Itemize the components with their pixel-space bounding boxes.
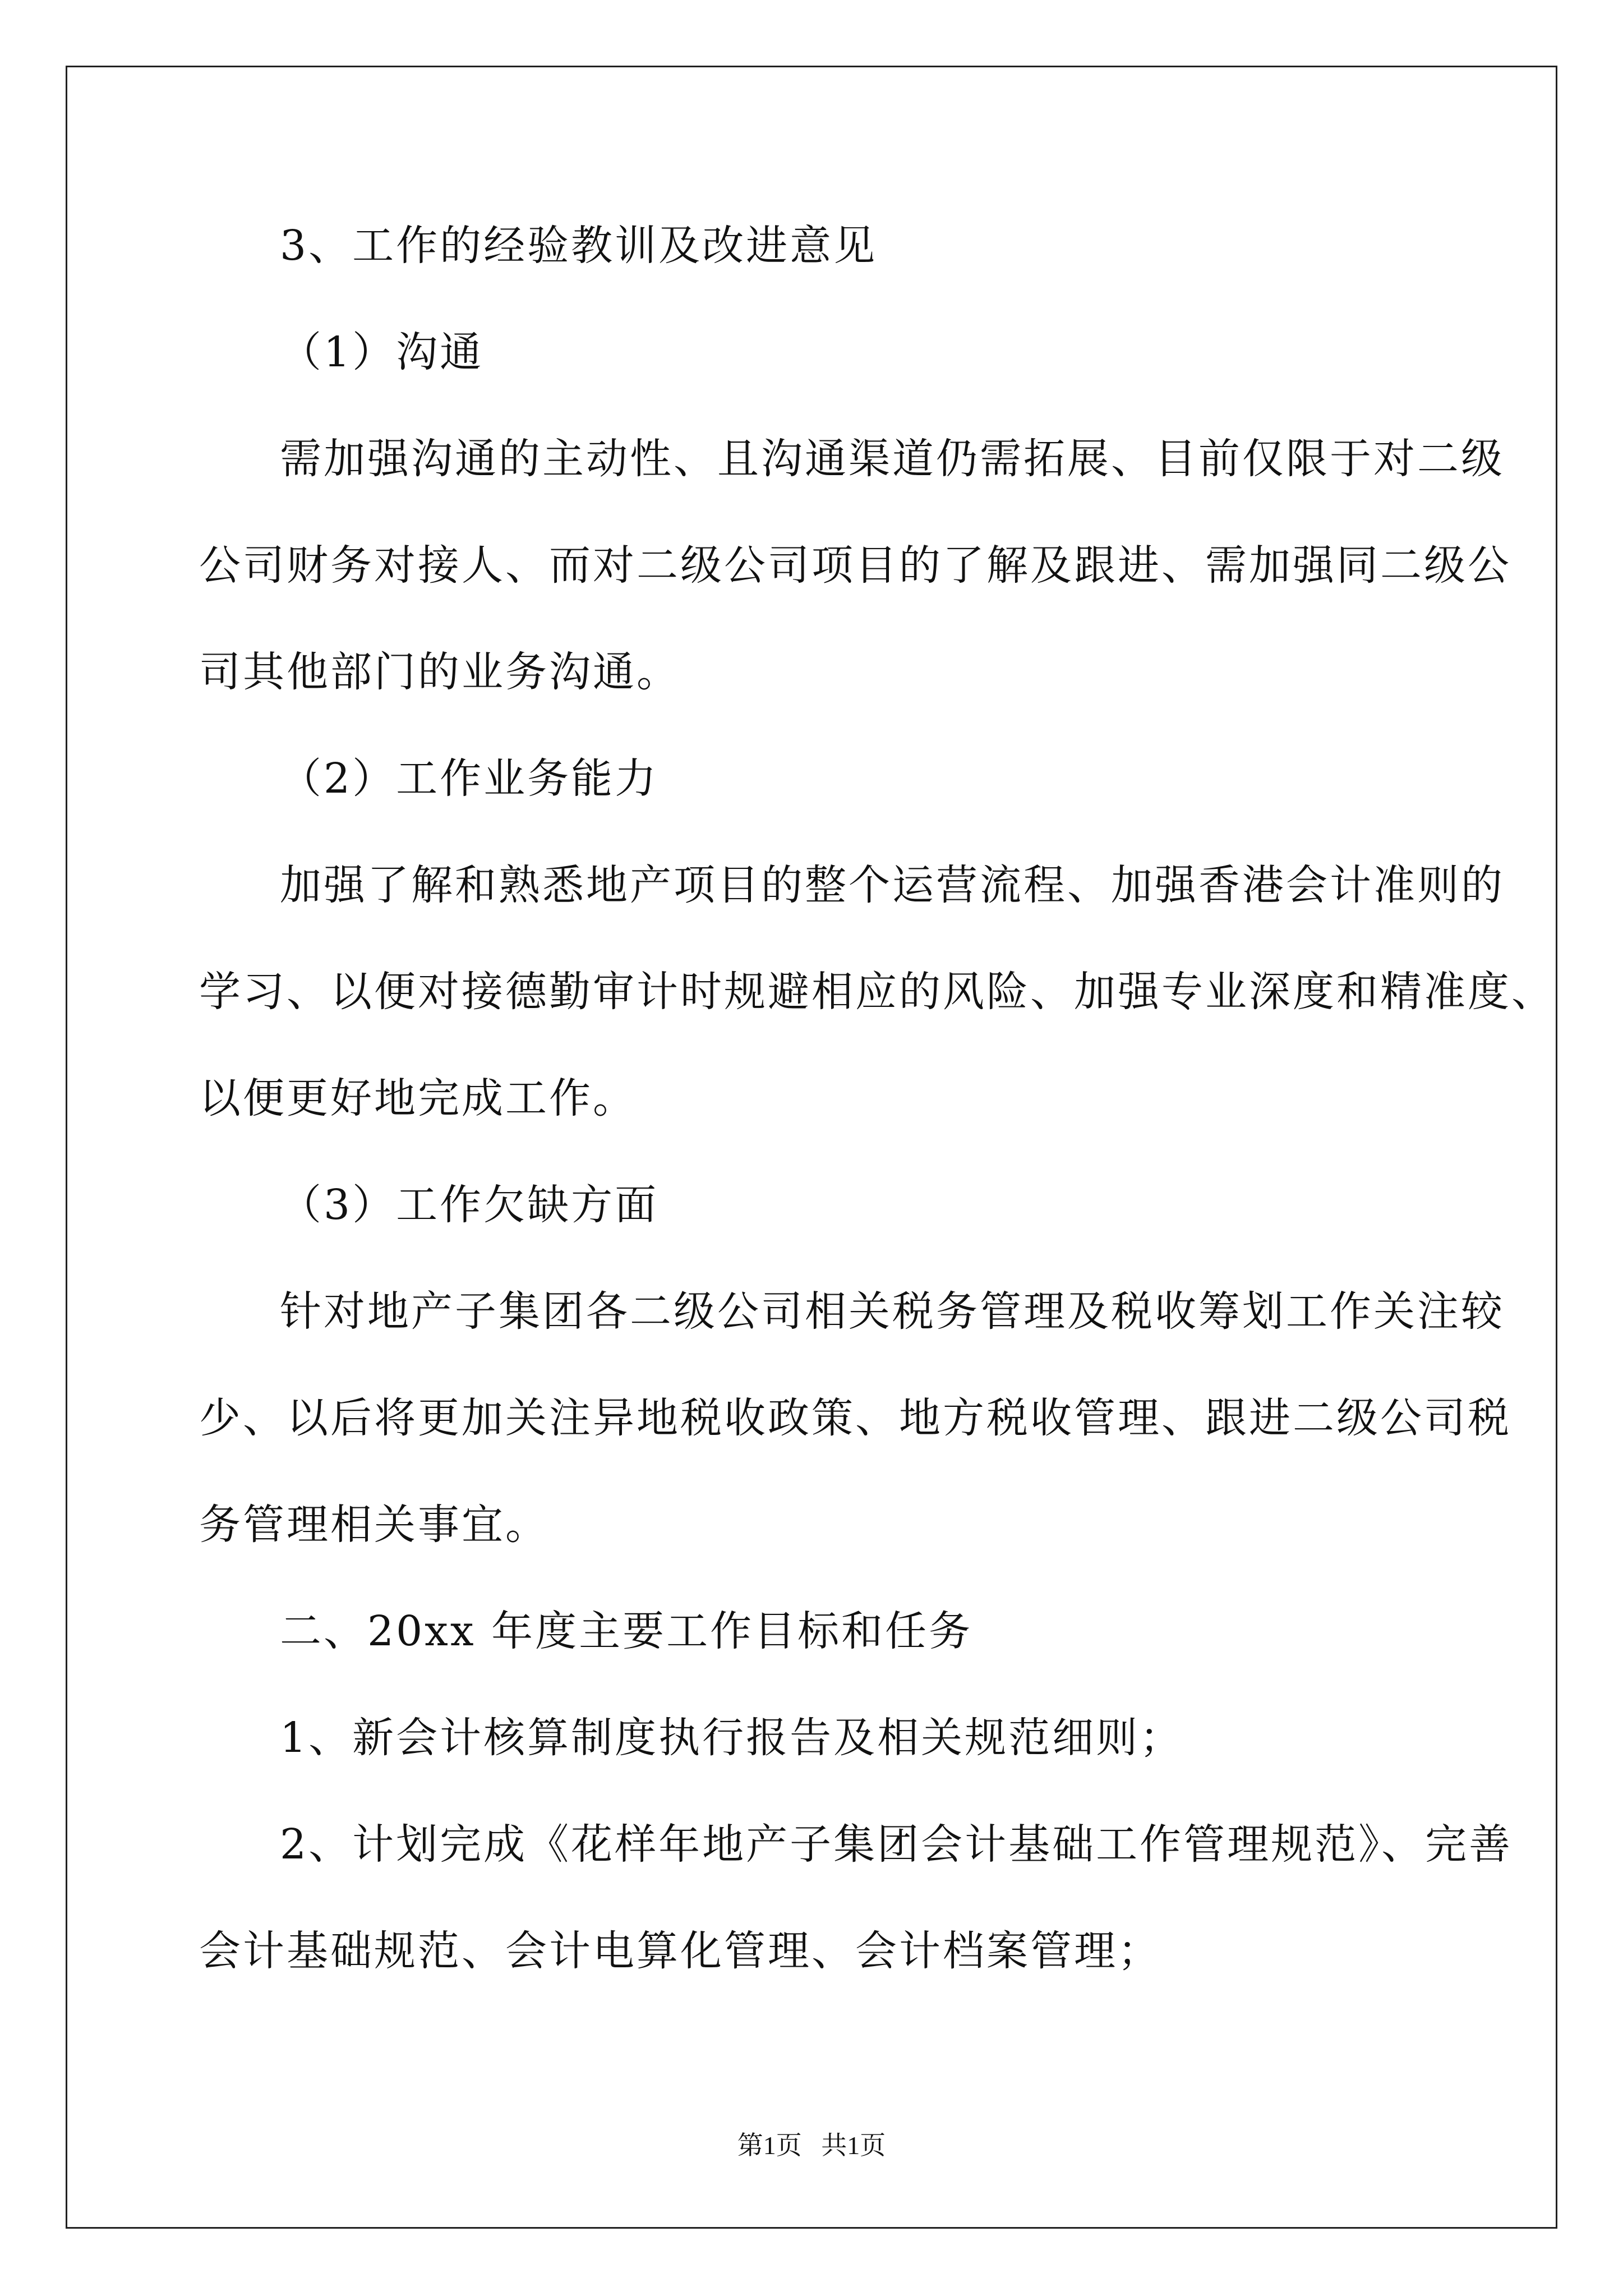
paragraph-line: 会计基础规范、会计电算化管理、会计档案管理； [199, 1927, 1161, 1975]
section-heading: 3、工作的经验教训及改进意见 [280, 222, 878, 270]
subheading: （1）沟通 [280, 328, 484, 376]
subheading: （3）工作欠缺方面 [280, 1181, 659, 1229]
list-item: 2、计划完成《花样年地产子集团会计基础工作管理规范》、完善 [280, 1820, 1513, 1869]
paragraph-line: 少、以后将更加关注异地税收政策、地方税收管理、跟进二级公司税 [199, 1394, 1511, 1442]
page-footer: 第1页 共1页 [737, 2131, 886, 2160]
paragraph-line: 公司财务对接人、而对二级公司项目的了解及跟进、需加强同二级公 [199, 541, 1511, 590]
paragraph-line: 加强了解和熟悉地产项目的整个运营流程、加强香港会计准则的 [280, 861, 1505, 909]
list-item: 1、新会计核算制度执行报告及相关规范细则； [280, 1714, 1184, 1762]
paragraph-line: 以便更好地完成工作。 [199, 1074, 637, 1122]
page-border [66, 66, 1557, 2229]
subheading: （2）工作业务能力 [280, 754, 659, 803]
paragraph-line: 务管理相关事宜。 [199, 1501, 549, 1549]
paragraph-line: 针对地产子集团各二级公司相关税务管理及税收筹划工作关注较 [280, 1287, 1505, 1336]
paragraph-line: 学习、以便对接德勤审计时规避相应的风险、加强专业深度和精准度、 [199, 968, 1555, 1016]
paragraph-line: 需加强沟通的主动性、且沟通渠道仍需拓展、目前仅限于对二级 [280, 435, 1505, 483]
section-heading: 二、20xx 年度主要工作目标和任务 [280, 1607, 973, 1655]
paragraph-line: 司其他部门的业务沟通。 [199, 648, 680, 696]
